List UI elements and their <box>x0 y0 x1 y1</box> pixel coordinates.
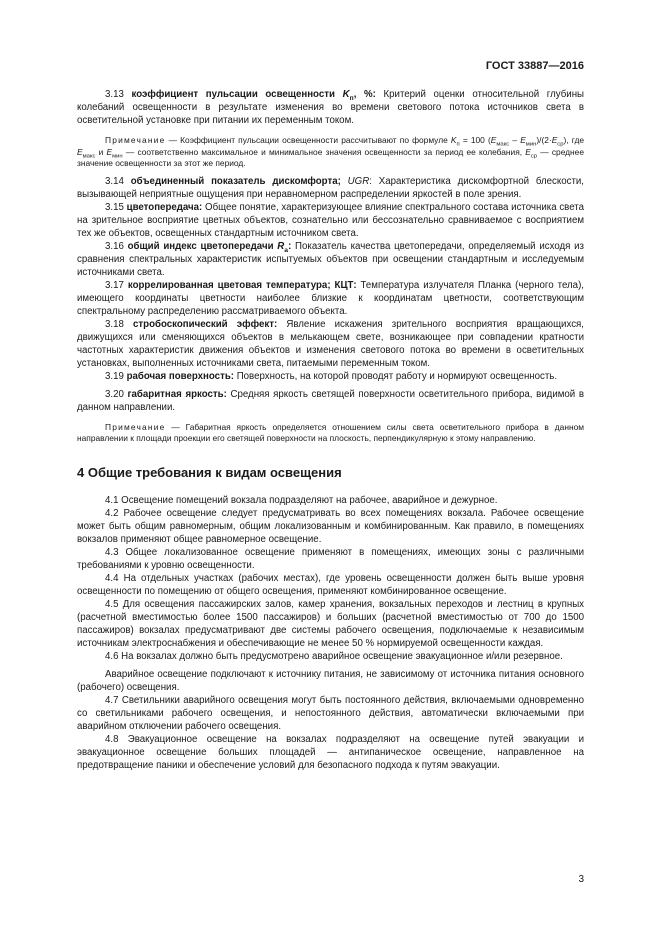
clause-number: 3.17 <box>105 279 124 291</box>
formula-symbol: E <box>525 146 531 157</box>
definition-text: Общее понятие, характеризующее влияние спектрального состава источника света на зрительное восприятие цветных объектов, сознательно или бессознательно сравниваемое с восприятием тех же объектов, освещенных стандартным источником света. <box>77 201 584 239</box>
note-3-13 <box>77 135 584 170</box>
symbol: K <box>342 89 350 100</box>
clause-4-5: 4.5 Для освещения пассажирских залов, камер хранения, вокзальных переходов и лестниц в крупных (расчетной вместимостью более 1500 пассажиров) и больших (расчетной вместимостью от 700 до 1500 пассажиров) вокзалах предусматривают две системы рабочего освещения, подключаемые к независимым источникам электроснабжения и обеспечивающие не менее 50 % нормируемой освещенности каждая. <box>77 598 584 649</box>
definition-text: Средняя яркость светящей поверхности осветительного прибора, видимой в данном направлении. <box>77 388 584 413</box>
formula-symbol: E <box>551 135 558 145</box>
term: габаритная яркость: <box>127 388 227 400</box>
definition-3-18 <box>77 318 584 370</box>
formula-text: — соответственно максимальное и минимальное значения освещенности за период ее колебания, <box>122 146 526 157</box>
document-body <box>77 88 584 772</box>
colon: : <box>288 240 292 252</box>
standard-header: ГОСТ 33887—2016 <box>485 60 584 72</box>
term: цветопередача: <box>126 201 203 213</box>
formula-text: и <box>95 146 107 157</box>
note-text: — Коэффициент пульсации освещенности рассчитывают по формуле <box>168 135 448 145</box>
formula-text: = 100 ( <box>459 135 491 145</box>
definition-3-16 <box>77 240 584 279</box>
definition-3-13 <box>77 88 584 127</box>
definition-text: Температура излучателя Планка (черного тела), имеющего координаты цветности наиболее близкие к координатам цветности, соответствующим спектральному распределению рассматриваемого объекта. <box>77 279 584 317</box>
definition-3-17 <box>77 279 584 318</box>
formula-text: )/(2· <box>536 135 552 145</box>
note-3-20 <box>77 422 584 445</box>
clause-4-1: 4.1 Освещение помещений вокзала подразделяют на рабочее, аварийное и дежурное. <box>105 494 498 506</box>
formula-subscript: мин <box>112 153 123 160</box>
term: общий индекс цветопередачи <box>127 240 274 252</box>
clause-number: 3.19 <box>105 370 124 382</box>
term: рабочая поверхность: <box>126 370 234 382</box>
formula-subscript: ср <box>530 153 538 160</box>
term: стробоскопический эффект: <box>133 318 278 330</box>
formula-symbol: E <box>490 135 497 145</box>
definition-3-14 <box>77 175 584 201</box>
formula-symbol: E <box>77 146 83 157</box>
page-number: 3 <box>578 874 584 885</box>
clause-4-3: 4.3 Общее локализованное освещение применяют в помещениях, имеющих зоны с различными требованиями к уровню освещенности. <box>77 546 584 571</box>
clause-number: 3.15 <box>105 201 124 213</box>
definition-text: Показатель качества цветопередачи, определяемый исходя из сравнения спектральных характеристик испытуемых объектов при освещении стандартным и исследуемым источниками света. <box>77 240 584 278</box>
formula-symbol: E <box>520 135 526 145</box>
abbreviation: UGR <box>347 175 370 187</box>
clause-number: 3.16 <box>105 240 124 252</box>
symbol-subscript: a <box>284 246 289 254</box>
term: коэффициент пульсации освещенности <box>131 89 335 100</box>
definition-text: Поверхность, на которой проводят работу и нормируют освещенность. <box>236 370 558 382</box>
clause-number: 3.20 <box>105 388 124 400</box>
term: коррелированная цветовая температура; КЦТ: <box>127 279 357 291</box>
formula-subscript: п <box>456 141 460 148</box>
note-label: Примечание <box>105 135 166 145</box>
formula-symbol: K <box>450 135 457 145</box>
definition-text: Явление искажения зрительного восприятия вращающихся, движущихся или сменяющихся объектов в мелькающем свете, возникающее при совпадении кратности частотных характеристик движения объектов и изменения светового потока во времени в осветительных установках, выполненных источниками света, питаемыми переменным током. <box>77 318 584 369</box>
formula-text: ), где <box>563 135 584 145</box>
unit: , %: <box>353 89 376 100</box>
clause-4-2: 4.2 Рабочее освещение следует предусматривать во всех помещениях вокзала. Рабочее освещение может быть общим равномерным, общим локализованным и комбинированным. Как правило, в помещениях вокзалов применяют общее равномерное освещение. <box>77 507 584 545</box>
clause-number: 3.18 <box>105 318 124 330</box>
formula-subscript: ср <box>557 141 564 148</box>
note-text: — Габаритная яркость определяется отношением силы света осветительного прибора в данном направлении к площади проекции его светящей поверхности на плоскость, перпендикулярную к этому направлению. <box>77 421 584 443</box>
note-label: Примечание <box>105 421 166 432</box>
formula-subscript: макс <box>496 141 510 148</box>
clause-number: 3.14 <box>105 175 124 187</box>
definition-text: : Характеристика дискомфортной блескости, вызывающей неприятные ощущения при неравномерном распределении яркостей в поле зрения. <box>77 175 584 200</box>
formula-subscript: мин <box>525 141 537 148</box>
definition-3-20 <box>77 388 584 414</box>
definition-3-15 <box>77 201 584 240</box>
term: объединенный показатель дискомфорта; <box>130 175 341 187</box>
formula-text: — среднее значение освещенности за этот же период. <box>77 146 584 168</box>
definition-text: Критерий оценки относительной глубины колебаний освещенности в результате изменения во времени светового потока источников света в осветительной установке при питании их переменным током. <box>77 89 585 126</box>
clause-4-6-continued: Аварийное освещение подключают к источнику питания, не зависимому от источника питания основного (рабочего) освещения. <box>77 668 584 693</box>
formula-symbol: E <box>106 146 113 157</box>
symbol: R <box>277 240 285 252</box>
clause-4-7: 4.7 Светильники аварийного освещения могут быть постоянного действия, включаемыми одновременно со светильниками рабочего освещения, и непостоянного действия, автоматически включаемыми при аварийном отключении рабочего освещения. <box>77 694 584 732</box>
formula-subscript: макс <box>82 153 96 160</box>
section-4-title: 4 Общие требования к видам освещения <box>77 464 342 480</box>
clause-4-4: 4.4 На отдельных участках (рабочих местах), где уровень освещенности должен быть выше уровня освещенности по помещению от общего освещения, применяют комбинированное освещение. <box>77 572 584 597</box>
clause-number: 3.13 <box>105 89 124 100</box>
clause-4-6: 4.6 На вокзалах должно быть предусмотрено аварийное освещение эвакуационное и/или резервное. <box>105 650 563 662</box>
definition-3-19 <box>77 370 584 383</box>
clause-4-8: 4.8 Эвакуационное освещение на вокзалах подразделяют на освещение путей эвакуации и эвакуационное освещение больших площадей — антипаническое освещение, направленное на предотвращение паники и обеспечение условий для безопасного подхода к путям эвакуации. <box>77 733 584 771</box>
formula-text: – <box>509 135 521 145</box>
symbol-subscript: п <box>349 94 354 102</box>
